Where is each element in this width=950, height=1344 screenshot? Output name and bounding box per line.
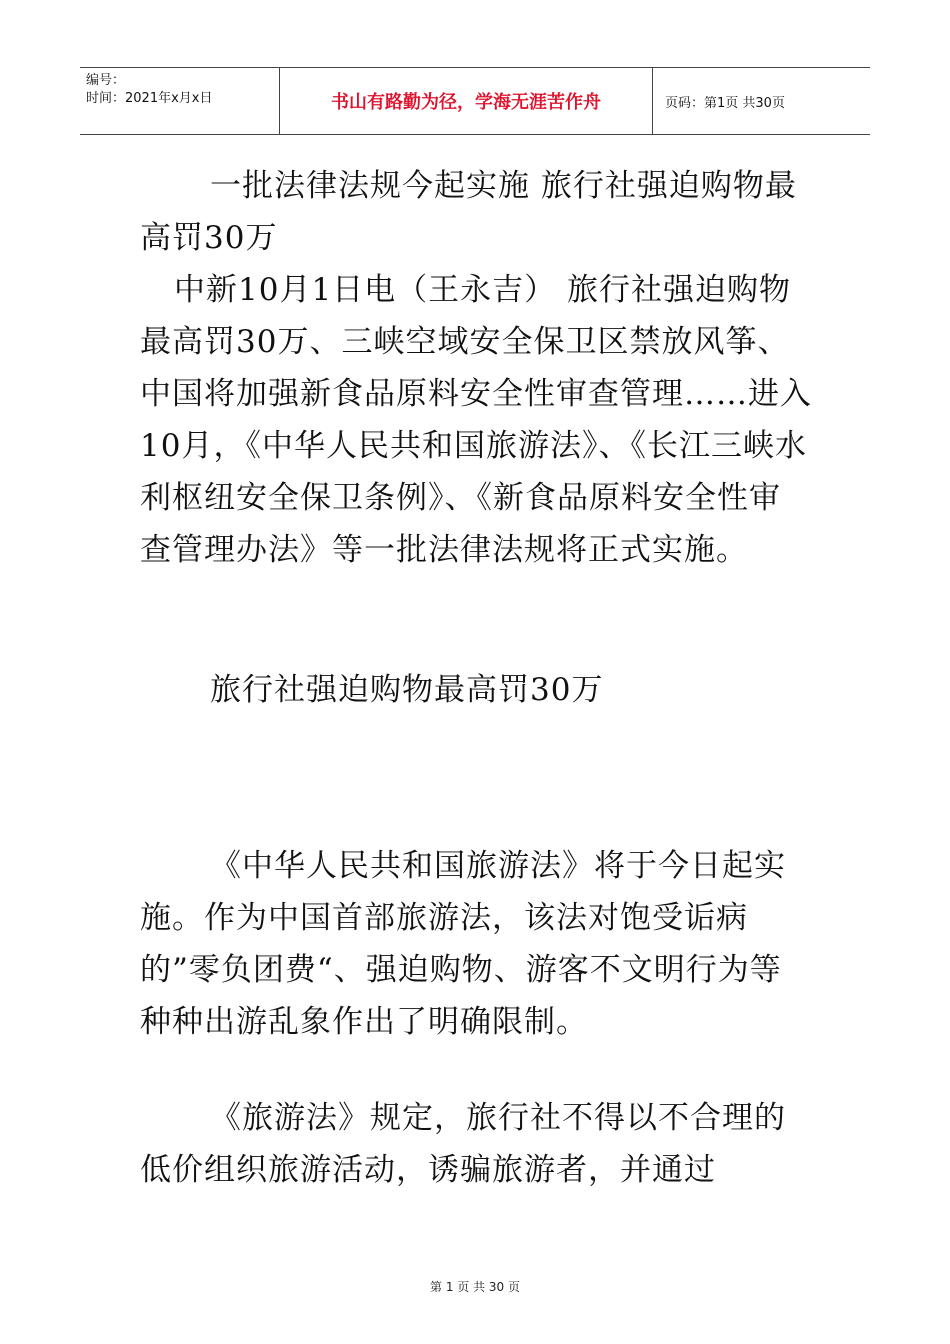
article-body (140, 160, 812, 1196)
header-motto: 书山有路勤为径，学海无涯苦作舟 (280, 68, 653, 134)
page-header (80, 67, 870, 135)
article-title: 一批法律法规今起实施 旅行社强迫购物最高罚30万 (140, 168, 797, 256)
article-paragraph: 《旅游法》规定，旅行社不得以不合理的低价组织旅游活动，诱骗旅游者，并通过 (140, 1100, 786, 1188)
spacer (140, 716, 812, 840)
article-subheading: 旅行社强迫购物最高罚30万 (210, 672, 604, 708)
spacer (140, 1048, 812, 1092)
article-paragraph: 《中华人民共和国旅游法》将于今日起实施。作为中国首部旅游法，该法对饱受诟病的”零负团费“、强迫购物、游客不文明行为等种种出游乱象作出了明确限制。 (140, 848, 786, 1040)
document-number-label: 编号： (86, 73, 126, 88)
header-page-info: 页码：第1页 共30页 (665, 95, 785, 111)
spacer (140, 576, 812, 664)
header-meta (80, 68, 280, 134)
document-time-label: 时间：2021年x月x日 (86, 91, 213, 106)
article-lead-paragraph: 中新10月1日电（王永吉） 旅行社强迫购物最高罚30万、三峡空域安全保卫区禁放风筝、中国将加强新食品原料安全性审查管理……进入10月，《中华人民共和国旅游法》、《长江三峡水利枢纽安全保卫条例》、《新食品原料安全性审查管理办法》等一批法律法规将正式实施。 (140, 272, 812, 568)
page-footer: 第 1 页 共 30 页 (430, 1280, 520, 1294)
